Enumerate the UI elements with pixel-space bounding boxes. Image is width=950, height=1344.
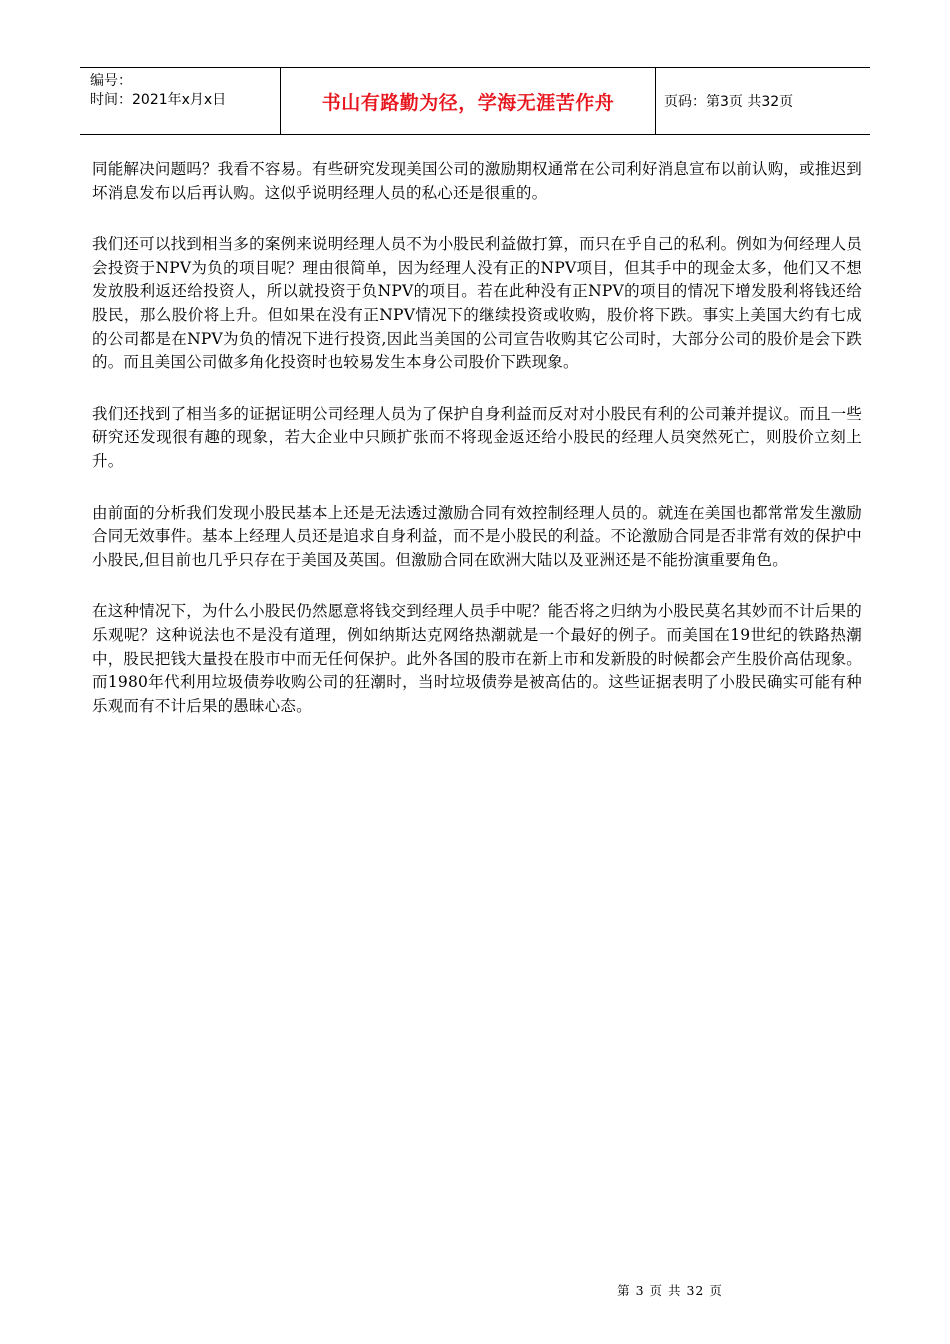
document-body xyxy=(92,158,862,746)
header-motto: 书山有路勤为径，学海无涯苦作舟 xyxy=(280,68,656,134)
paragraph-4: 由前面的分析我们发现小股民基本上还是无法透过激励合同有效控制经理人员的。就连在美国也都常常发生激励合同无效事件。基本上经理人员还是追求自身利益，而不是小股民的利益。不论激励合同是否非常有效的保护中小股民,但目前也几乎只存在于美国及英国。但激励合同在欧洲大陆以及亚洲还是不能扮演重要角色。 xyxy=(92,503,862,569)
serial-number-label: 编号： xyxy=(90,73,132,89)
page-footer: 第 3 页 共 32 页 xyxy=(617,1283,723,1298)
time-label: 时间：2021年x月x日 xyxy=(90,92,227,108)
header-meta xyxy=(80,68,280,134)
paragraph-1: 同能解决问题吗？我看不容易。有些研究发现美国公司的激励期权通常在公司利好消息宣布以前认购，或推迟到坏消息发布以后再认购。这似乎说明经理人员的私心还是很重的。 xyxy=(92,160,862,202)
paragraph-2: 我们还可以找到相当多的案例来说明经理人员不为小股民利益做打算，而只在乎自己的私利。例如为何经理人员会投资于NPV为负的项目呢？理由很简单，因为经理人没有正的NPV项目，但其手中的现金太多，他们又不想发放股利返还给投资人，所以就投资于负NPV的项目。若在此种没有正NPV的项目的情况下增发股利将钱还给股民，那么股价将上升。但如果在没有正NPV情况下的继续投资或收购，股价将下跌。事实上美国大约有七成的公司都是在NPV为负的情况下进行投资,因此当美国的公司宣告收购其它公司时，大部分公司的股价是会下跌的。而且美国公司做多角化投资时也较易发生本身公司股价下跌现象。 xyxy=(92,235,862,372)
paragraph-3: 我们还找到了相当多的证据证明公司经理人员为了保护自身利益而反对对小股民有利的公司兼并提议。而且一些研究还发现很有趣的现象，若大企业中只顾扩张而不将现金返还给小股民的经理人员突然死亡，则股价立刻上升。 xyxy=(92,404,862,470)
page-header xyxy=(80,67,870,135)
header-page-info: 页码：第3页 共32页 xyxy=(664,94,794,110)
paragraph-5: 在这种情况下，为什么小股民仍然愿意将钱交到经理人员手中呢？能否将之归纳为小股民莫名其妙而不计后果的乐观呢？这种说法也不是没有道理，例如纳斯达克网络热潮就是一个最好的例子。而美国在19世纪的铁路热潮中，股民把钱大量投在股市中而无任何保护。此外各国的股市在新上市和发新股的时候都会产生股价高估现象。而1980年代利用垃圾债券收购公司的狂潮时，当时垃圾债券是被高估的。这些证据表明了小股民确实可能有种乐观而有不计后果的愚昧心态。 xyxy=(92,602,862,715)
